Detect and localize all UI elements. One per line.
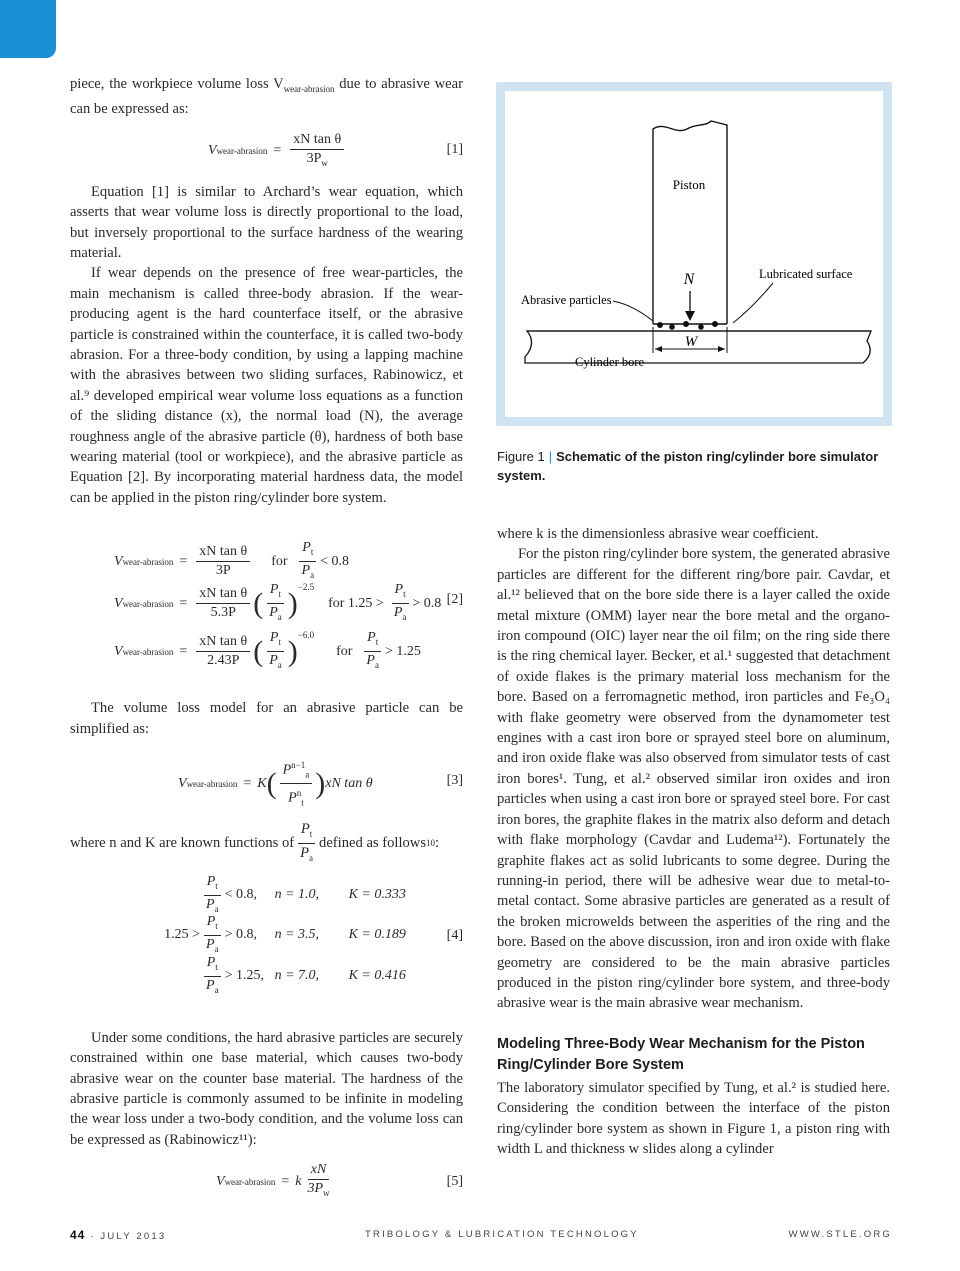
caption-text: Schematic of the piston ring/cylinder bore simulator system.: [497, 449, 879, 483]
label-cylinder-bore: Cylinder bore: [575, 355, 645, 369]
abrasive-particle: [669, 324, 675, 330]
equation-number: [5]: [446, 1174, 463, 1190]
equation-4: $\frac{P_t}{P_a}$ < 0.8, n = 1.0, K = 0.333 1.25 > $\frac{P_t}{P_a}$ > 0.8, n = 3.5, K = 0.189 $\frac{P_t}{P_a}$ > 1.25, n = 7.0, K = 0.416 [4]: [164, 873, 463, 995]
section-heading: Modeling Three-Body Wear Mechanism for the Piston Ring/Cylinder Bore System: [497, 1035, 865, 1073]
abrasive-particle: [683, 321, 689, 327]
website-link[interactable]: WWW.STLE.ORG: [788, 1229, 892, 1240]
paragraph: where k is the dimensionless abrasive wear coefficient.: [497, 526, 819, 542]
label-piston: Piston: [672, 177, 706, 192]
paragraph: where n and K are known functions of $\frac{P_t}{P_a}$ defined as follows 10 :: [70, 821, 440, 863]
paragraph: The laboratory simulator specified by Tung, et al.² is studied here. Considering the condition between the interface of the piston ring/cylinder bore system as shown in Figure 1, a piston ring with width L and thickness w slides along a cylinder: [497, 1079, 890, 1157]
journal-name: TRIBOLOGY & LUBRICATION TECHNOLOGY: [365, 1229, 639, 1240]
equation-number: [3]: [446, 773, 463, 789]
left-column: [70, 74, 463, 1210]
figure-1: [496, 82, 892, 426]
label-load-N: N: [683, 271, 695, 288]
abrasive-particle: [712, 321, 718, 327]
paragraph: The volume loss model for an abrasive particle can be simplified as:: [70, 700, 463, 737]
right-column: [497, 524, 890, 1159]
issue-date: JULY 2013: [100, 1231, 167, 1242]
equation-number: [4]: [446, 927, 463, 943]
equation-number: [1]: [446, 141, 463, 157]
paragraph: For the piston ring/cylinder bore system, the generated abrasive particles are different for the different ring/bore pair. Cavdar, et al.¹² believed that on the bore side there is a layer called the oxide metal mixture (OMM) layer near the bore metal and the organo-iron compound (OIC) layer near the oil film; on the ring side there is the ring chemical layer. Becker, et al.¹ suggested that detachment of oxide flakes is the primary material loss mechanism for the bore. Based on a ferromagnetic method, iron particles and Fe₃O₄ with flake geometry were observed from the dynamometer test engines with a cast iron bore or sprayed steel bore on aluminum, and iron oxide flake was also observed from simulator tests of cast iron bores¹. Tung, et al.² observed similar iron oxides and iron particles when using a cast iron bore or sprayed steel bore. For cast iron bores, the graphite flakes in the matrix also deform and detach with flake morphology (Cavdar and Ludema¹²). Fortunately the graphite flakes act as solid lubricants to some degree. During the running-in period, there will be adhesive wear due to metal-to-metal contact. Some abrasive particles are generated as a result of the broken microwelds between the asperities of the ring and the bore. Based on the above discussion, iron and iron oxide with flake geometry are considered to be the main abrasive particles produced in the piston ring/cylinder bore system, and three-body abrasive wear is the main abrasive wear mechanism.: [497, 546, 890, 1012]
corner-tab-accent: [0, 0, 56, 58]
equation-2: V wear-abrasion = $\frac{\text{xN tan θ}}{3P}$ for $\frac{P_t}{P_a}$ < 0.8 V wear-abrasion = $\frac{\text{xN tan θ}}{5.3P}$ ( $\frac{P_t}{P_a}$ ) $^{-2.5}$ for 1.25 > $\frac{P_t}{P_a}$ > 0.8 V wear-abrasion = $\frac{\text{xN tan θ}}{2.43P}$ ( $\frac{P_t}{P_a}$ ) $^{-6.0}$ for $\frac{P_t}{P_a}$ > 1.25 [2]: [114, 540, 463, 670]
paragraph: Equation [1] is similar to Archard’s wear equation, which asserts that wear volume loss is directly proportional to the load, but inversely proportional to the surface hardness of the wearing material.: [70, 183, 463, 261]
paragraph: If wear depends on the presence of free wear-particles, the main mechanism is called three-body abrasion. If the wear-producing agent is the hard counterface itself, or the abrasive particle is constrained within the counterface, it is called two-body abrasion. For a three-body condition, by using a lapping machine with the abrasives between two sliding surfaces, Rabinowicz, et al.⁹ developed empirical wear volume loss equations as a function of the sliding distance (x), the normal load (N), the average roughness angle of the abrasive particle (θ), hardness of both base wearing material (tool or workpiece), and the abrasive particle as Equation [2]. By incorporating material hardness data, the model can be applied in the piston ring/cylinder bore system.: [70, 265, 463, 506]
figure-caption: Figure 1 | Schematic of the piston ring/cylinder bore simulator system.: [497, 449, 879, 483]
paragraph: piece, the workpiece volume loss $V_{wear-abrasion}$ due to abrasive wear can be expressed as:: [70, 76, 463, 118]
page-number: 44: [70, 1228, 86, 1242]
figure-diagram: [505, 91, 883, 417]
label-width-W: W: [684, 334, 698, 350]
label-abrasive-particles: Abrasive particles: [521, 293, 612, 307]
abrasive-particle: [698, 324, 704, 330]
abrasive-particle: [657, 322, 663, 328]
piston-ring-schematic: [505, 91, 883, 417]
caption-label: Figure 1: [497, 449, 545, 464]
label-lubricated-surface: Lubricated surface: [759, 267, 853, 281]
equation-3: V wear-abrasion = K ( $\frac{P^{n-1}_a}{P^n_t}$ ) xN tan θ [3]: [70, 739, 463, 821]
paragraph: Under some conditions, the hard abrasive particles are securely constrained within one base material, which causes two-body abrasive wear on the counter base material. The hardness of the abrasive particle is commonly assumed to be infinite in modeling the wear loss under a two-body condition, and the volume loss can be expressed as (Rabinowicz¹¹):: [70, 1029, 463, 1148]
equation-5: V wear-abrasion = k $\frac{xN}{3P_w}$ [5]: [216, 1162, 463, 1199]
equation-number: [2]: [446, 592, 463, 608]
equation-1: V wear-abrasion = $\frac{\text{xN tan θ}}{3P_w}$ [1]: [208, 131, 463, 168]
